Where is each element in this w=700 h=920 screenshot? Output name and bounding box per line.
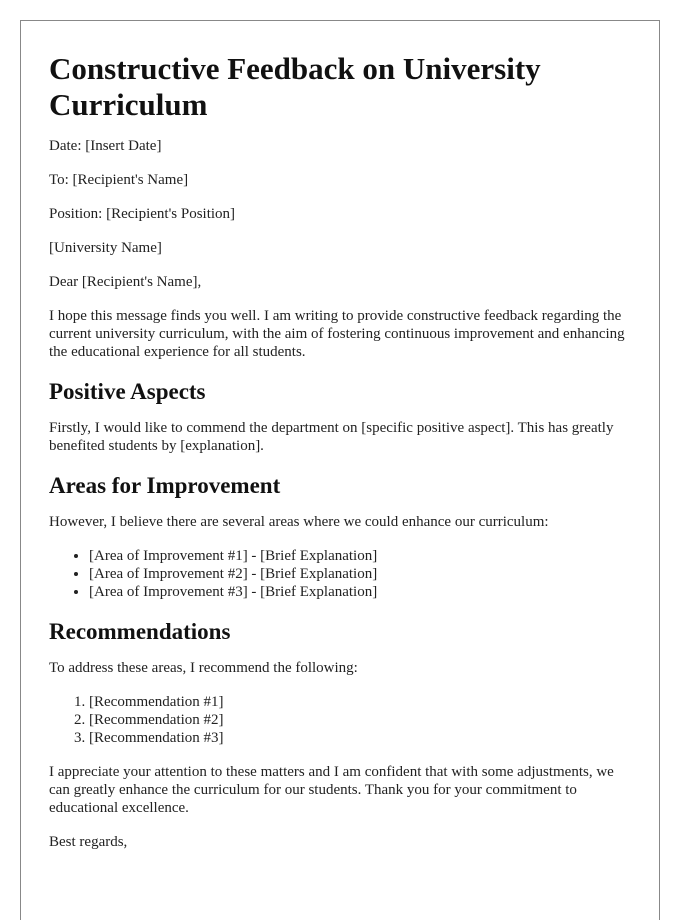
letter-page (20, 20, 660, 920)
intro-paragraph: I hope this message finds you well. I am writing to provide constructive feedback regarding the current university curriculum, with the aim of fostering continuous improvement and enhancing the educational experience for all students. (49, 308, 625, 360)
recommendation-item: 3. [Recommendation #3] (89, 729, 631, 747)
salutation: Dear [Recipient's Name], (49, 274, 202, 290)
improvement-item: • [Area of Improvement #2] - [Brief Explanation] (89, 565, 631, 583)
date-line: Date: [Insert Date] (49, 138, 162, 154)
improvement-item: • [Area of Improvement #3] - [Brief Explanation] (89, 583, 631, 601)
recommendations-list (49, 693, 631, 747)
recommendations-heading: Recommendations (49, 619, 231, 644)
recommendations-paragraph: To address these areas, I recommend the following: (49, 660, 358, 676)
sign-off: Best regards, (49, 834, 128, 850)
position-line: Position: [Recipient's Position] (49, 206, 236, 222)
letter-title: Constructive Feedback on University Curriculum (49, 51, 541, 122)
areas-for-improvement-paragraph: However, I believe there are several areas where we could enhance our curriculum: (49, 514, 549, 530)
areas-for-improvement-heading: Areas for Improvement (49, 473, 281, 498)
closing-paragraph: I appreciate your attention to these matters and I am confident that with some adjustments, we can greatly enhance the curriculum for our students. Thank you for your commitment to educational excellence. (49, 764, 614, 816)
recommendation-item: 1. [Recommendation #1] (89, 693, 631, 711)
university-line: [University Name] (49, 240, 162, 256)
recipient-line: To: [Recipient's Name] (49, 172, 189, 188)
positive-aspects-paragraph: Firstly, I would like to commend the department on [specific positive aspect]. This has greatly benefited students by [explanation]. (49, 420, 614, 454)
positive-aspects-heading: Positive Aspects (49, 379, 206, 404)
improvement-list (49, 547, 631, 601)
recommendation-item: 2. [Recommendation #2] (89, 711, 631, 729)
improvement-item: • [Area of Improvement #1] - [Brief Explanation] (89, 547, 631, 565)
